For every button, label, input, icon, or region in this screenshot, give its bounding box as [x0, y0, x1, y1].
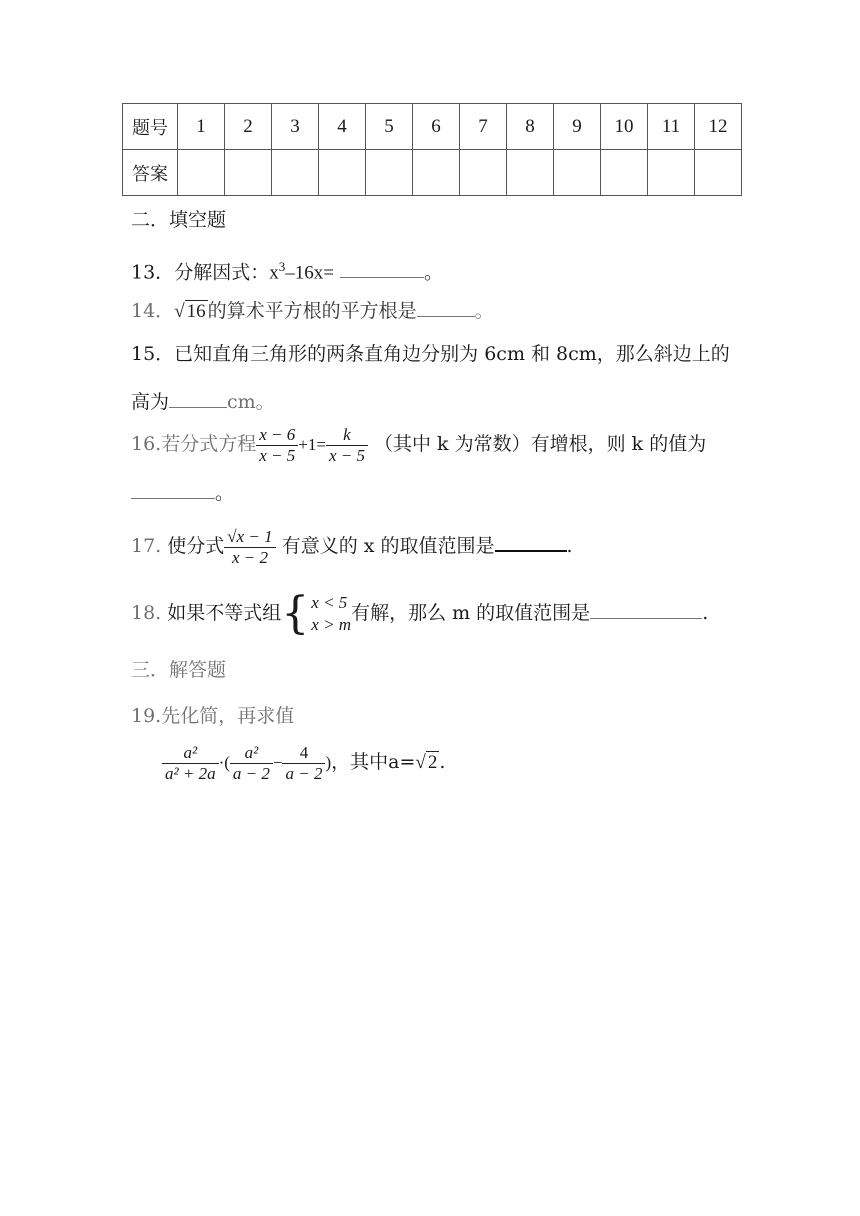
- q18-brace: {: [281, 588, 310, 639]
- q17-fraction: [224, 527, 275, 568]
- q19-where: ，其中a=: [331, 751, 416, 773]
- q16-fraction-2: [326, 425, 368, 466]
- answer-cell[interactable]: [695, 150, 742, 196]
- answer-cell[interactable]: [366, 150, 413, 196]
- q17-text2: 有意义的 x 的取值范围是: [281, 535, 495, 557]
- question-17: [131, 524, 573, 568]
- q16-fraction-1: [256, 425, 298, 466]
- table-answer-row: [123, 150, 742, 196]
- q13-end: 。: [423, 261, 443, 284]
- question-18: [131, 588, 708, 638]
- question-13: [131, 255, 443, 285]
- q14-number: 14．: [131, 300, 175, 322]
- answer-cell[interactable]: [554, 150, 601, 196]
- q13-number: 13．: [131, 261, 175, 284]
- q19-close: ): [325, 753, 332, 772]
- q17-number: 17.: [131, 535, 162, 557]
- answer-cell[interactable]: [460, 150, 507, 196]
- q14-text: 的算术平方根的平方根是: [207, 300, 417, 322]
- table-number: 8: [507, 104, 554, 150]
- q19-f1-numerator: a²: [162, 743, 219, 764]
- q18-end: .: [702, 602, 709, 624]
- q16-f2-denominator: x − 5: [328, 445, 365, 465]
- q16-f1-denominator: x − 5: [259, 445, 296, 465]
- question-15-line1: 15．已知直角三角形的两条直角边分别为 6cm 和 8cm，那么斜边上的: [131, 343, 730, 365]
- q15-answer-blank[interactable]: [169, 389, 227, 408]
- q17-answer-blank[interactable]: [495, 532, 567, 552]
- q19-sqrt: √ 2: [415, 752, 438, 773]
- q15-text-b: cm。: [227, 391, 275, 413]
- table-number: 3: [272, 104, 319, 150]
- q16-f1-numerator: x − 6: [256, 425, 298, 446]
- q18-text1: 如果不等式组: [167, 602, 282, 624]
- q17-numerator: √x − 1: [224, 527, 275, 548]
- q15-text-a: 高为: [131, 391, 170, 413]
- q14-radicand: 16: [186, 301, 206, 322]
- table-number: 7: [460, 104, 507, 150]
- question-16: [131, 422, 706, 467]
- q17-end: .: [566, 535, 573, 557]
- q19-f2-denominator: a − 2: [232, 763, 270, 783]
- answer-cell[interactable]: [272, 150, 319, 196]
- table-answer-label: 答案: [123, 150, 178, 196]
- q17-denominator: x − 2: [231, 547, 268, 567]
- q14-end: 。: [474, 300, 494, 322]
- q17-radicand: x − 1: [236, 526, 273, 546]
- q14-sqrt: √ 16: [174, 301, 206, 322]
- q18-inequality-1: x < 5: [311, 593, 348, 612]
- table-header-label: 题号: [123, 104, 178, 150]
- table-number: 9: [554, 104, 601, 150]
- section-heading-solve: 三．解答题: [131, 659, 227, 681]
- table-number: 2: [225, 104, 272, 150]
- q13-text: 分解因式：: [174, 261, 270, 284]
- q18-inequality-2: x > m: [311, 615, 352, 634]
- q19-dot: ·(: [218, 753, 230, 772]
- table-number: 6: [413, 104, 460, 150]
- answer-cell[interactable]: [319, 150, 366, 196]
- q19-minus: −: [272, 753, 283, 772]
- q19-end: .: [439, 751, 446, 773]
- q13-expr-exp: 3: [278, 259, 286, 274]
- table-number: 12: [695, 104, 742, 150]
- answer-cell[interactable]: [648, 150, 695, 196]
- q19-f2-numerator: a²: [230, 743, 273, 764]
- question-16-line2: [131, 480, 234, 505]
- q18-answer-blank[interactable]: [590, 600, 702, 619]
- q13-expr-base: x: [269, 262, 279, 284]
- table-number: 1: [178, 104, 225, 150]
- q19-f3-numerator: 4: [282, 743, 325, 764]
- section-heading-fill-blank: 二．填空题: [131, 209, 227, 231]
- q19-fraction-1: [162, 743, 219, 784]
- answer-cell[interactable]: [601, 150, 648, 196]
- answer-table: [122, 103, 742, 196]
- answer-cell[interactable]: [413, 150, 460, 196]
- q18-text2: 有解，那么 m 的取值范围是: [351, 602, 591, 624]
- question-19-expression: [162, 738, 445, 787]
- question-15-line2: [131, 389, 275, 414]
- q16-mid: +1=: [298, 435, 326, 454]
- q19-radicand: 2: [427, 752, 438, 773]
- q14-answer-blank[interactable]: [417, 298, 475, 317]
- q19-f3-denominator: a − 2: [285, 763, 323, 783]
- q16-answer-blank[interactable]: [131, 480, 215, 499]
- table-number: 11: [648, 104, 695, 150]
- answer-cell[interactable]: [225, 150, 272, 196]
- q16-prefix: 16.若分式方程: [131, 433, 257, 455]
- question-19-title: 19.先化简，再求值: [131, 705, 295, 727]
- table-number: 5: [366, 104, 413, 150]
- q16-f2-numerator: k: [326, 425, 368, 446]
- table-header-row: [123, 104, 742, 150]
- q19-f1-denominator: a² + 2a: [165, 763, 216, 783]
- q18-system: [311, 592, 351, 636]
- question-14: [131, 298, 494, 324]
- answer-cell[interactable]: [178, 150, 225, 196]
- q17-text1: 使分式: [167, 535, 225, 557]
- q13-expr-rest: –16x=: [285, 262, 334, 284]
- q18-number: 18.: [131, 602, 162, 624]
- q19-fraction-3: [282, 743, 325, 784]
- table-number: 4: [319, 104, 366, 150]
- q16-suffix: （其中 k 为常数）有增根，则 k 的值为: [374, 433, 707, 455]
- q19-fraction-2: [230, 743, 273, 784]
- q13-answer-blank[interactable]: [340, 259, 424, 278]
- q16-end: 。: [215, 482, 235, 504]
- answer-cell[interactable]: [507, 150, 554, 196]
- table-number: 10: [601, 104, 648, 150]
